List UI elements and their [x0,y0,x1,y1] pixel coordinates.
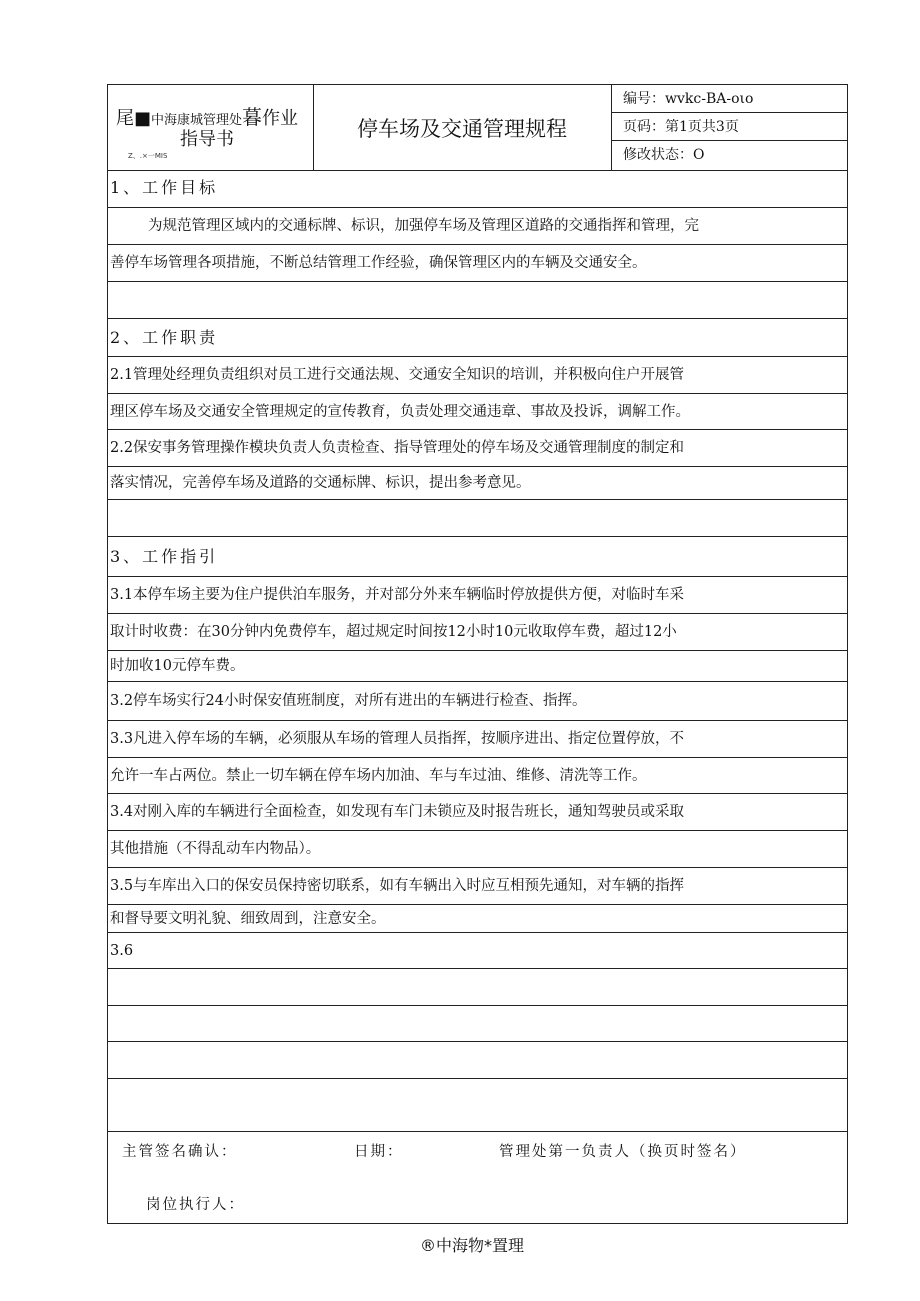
executor-label: 岗位执行人： [146,1197,245,1213]
org-char: 暮 [242,105,263,129]
section-2-title: 2、工作职责 [108,319,847,357]
section-3-title: 3、工作指引 [108,537,847,577]
doc-title: 停车场及交通管理规程 [357,116,567,141]
section-3-5-line-1: 3.5与车库出入口的保安员保持密切联系，如有车辆出入时应互相预先通知，对车辆的指挥 [108,868,847,905]
org-doc-type-line2: 指导书 [180,129,234,150]
signature-area [108,1132,847,1222]
supervisor-signature-label: 主管签名确认： [122,1144,238,1160]
blank-row [108,1042,847,1079]
section-2-1-line-1: 2.1管理处经理负责组织对员工进行交通法规、交通安全知识的培训，并积极向住户开展管 [108,357,847,394]
blank-row [108,282,847,319]
blank-row [108,969,847,1006]
section-3-6: 3.6 [108,933,847,969]
org-doc-type: 作业 [262,108,299,129]
company-logo-text: ®中海物*置理 [420,1236,525,1255]
section-3-1-line-2: 取计时收费：在30分钟内免费停车，超过规定时间按12小时10元收取停车费，超过12小 [108,614,847,651]
org-office: 中海康城管理处 [151,113,243,128]
section-3-4-line-1: 3.4对刚入库的车辆进行全面检查，如发现有车门未锁应及时报告班长，通知驾驶员或采取 [108,794,847,831]
section-3-4-line-2: 其他措施（不得乱动车内物品）。 [108,831,847,868]
blank-row [108,500,847,537]
org-small-code: Z、.×一MIS [128,152,168,160]
page-number: 页码：第1页共3页 [611,113,847,141]
section-1-title: 1、工作目标 [108,170,847,208]
section-3-3-line-2: 允许一车占两位。禁止一切车辆在停车场内加油、车与车过油、维修、清洗等工作。 [108,758,847,794]
section-1-line-1: 为规范管理区域内的交通标牌、标识，加强停车场及管理区道路的交通指挥和管理，完 [108,208,847,245]
revision-status: 修改状态：O [623,147,705,163]
org-block [108,85,314,170]
document-form [107,84,848,1224]
section-3-1-line-3: 时加收10元停车费。 [108,651,847,682]
section-1-line-2: 善停车场管理各项措施，不断总结管理工作经验，确保管理区内的车辆及交通安全。 [108,245,847,282]
section-3-1-line-1: 3.1本停车场主要为住户提供泊车服务，并对部分外来车辆临时停放提供方便，对临时车采 [108,577,847,614]
section-3-5-line-2: 和督导要文明礼貌、细致周到，注意安全。 [108,905,847,933]
blank-row [108,1006,847,1042]
section-3-3-line-1: 3.3凡进入停车场的车辆，必须服从车场的管理人员指挥，按顺序进出、指定位置停放，不 [108,721,847,758]
doc-code: 编号：wvkc-BA-oιo [611,85,847,113]
section-2-1-line-2: 理区停车场及交通安全管理规定的宣传教育，负责处理交通违章、事故及投诉，调解工作。 [108,394,847,430]
date-label: 日期： [354,1144,404,1160]
section-2-2-line-2: 落实情况，完善停车场及道路的交通标牌、标识，提出参考意见。 [108,467,847,500]
section-3-2: 3.2停车场实行24小时保安值班制度，对所有进出的车辆进行检查、指挥。 [108,682,847,721]
form-header [108,85,847,171]
blank-row [108,1079,847,1132]
section-2-2-line-1: 2.2保安事务管理操作模块负责人负责检查、指导管理处的停车场及交通管理制度的制定和 [108,430,847,467]
org-mark: 尾■ [116,108,152,129]
title-cell [313,85,612,170]
meta-block [611,85,847,170]
office-head-label: 管理处第一负责人（换页时签名） [499,1144,747,1160]
